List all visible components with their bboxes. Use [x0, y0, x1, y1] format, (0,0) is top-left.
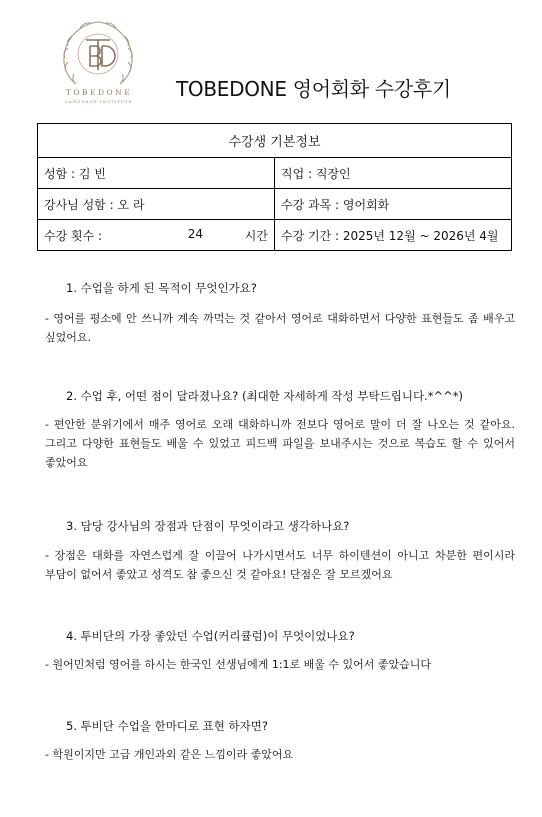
hours-label: 수강 횟수 :	[44, 228, 103, 243]
answer-5: - 학원이지만 고급 개인과외 같은 느낌이라 좋았어요	[45, 748, 294, 761]
period-cell: 수강 기간 : 2025년 12월 ~ 2026년 4월	[275, 220, 512, 251]
student-name-cell: 성함 : 김 빈	[38, 158, 275, 189]
question-5: 5. 투비단 수업을 한마디로 표현 하자면?	[66, 719, 268, 733]
answer-2: - 편안한 분위기에서 매주 영어로 오래 대화하니까 전보다 영어로 말이 더 잘 나오는 것 같아요. 그리고 다양한 표현들도 배울 수 있었고 피드백 파일을 보내주시는 것으로 복습도 할 수 있어서 좋았어요	[45, 418, 515, 469]
tbd-monogram-crest-icon	[50, 16, 146, 112]
info-table-header: 수강생 기본정보	[38, 124, 512, 158]
question-3: 3. 담당 강사님의 장점과 단점이 무엇이라고 생각하나요?	[66, 519, 350, 533]
answer-3: - 장점은 대화를 자연스럽게 잘 이끌어 나가시면서도 너무 하이텐션이 아니고 차분한 편이시라 부담이 없어서 좋았고 성격도 참 좋으신 것 같아요! 단점은 잘 모르겠어요	[45, 549, 515, 581]
hours-value: 24	[187, 226, 204, 241]
hours-unit: 시간	[244, 228, 268, 243]
student-job-cell: 직업 : 직장인	[275, 158, 512, 189]
course-cell: 수강 과목 : 영어회화	[275, 189, 512, 220]
question-1: 1. 수업을 하게 된 목적이 무엇인가요?	[66, 281, 257, 295]
answer-1: - 영어를 평소에 안 쓰니까 계속 까먹는 것 같아서 영어로 대화하면서 다양한 표현들도 좀 배우고 싶었어요.	[45, 312, 515, 344]
question-2: 2. 수업 후, 어떤 점이 달라졌나요? (최대한 자세하게 작성 부탁드립니다.*^^*)	[66, 389, 463, 403]
logo-tagline: LANGUAGE INSTITUTE	[65, 99, 133, 104]
answer-4: - 원어민처럼 영어를 하시는 한국인 선생님에게 1:1로 배울 수 있어서 좋았습니다	[45, 658, 432, 671]
student-info-table	[37, 123, 512, 251]
logo-name: TOBEDONE	[65, 88, 133, 97]
teacher-name-cell: 강사님 성함 : 오 라	[38, 189, 275, 220]
page-title: TOBEDONE 영어회화 수강후기	[176, 77, 451, 101]
hours-cell	[38, 220, 275, 251]
question-4: 4. 투비단의 가장 좋았던 수업(커리큘럼)이 무엇이었나요?	[66, 629, 355, 643]
